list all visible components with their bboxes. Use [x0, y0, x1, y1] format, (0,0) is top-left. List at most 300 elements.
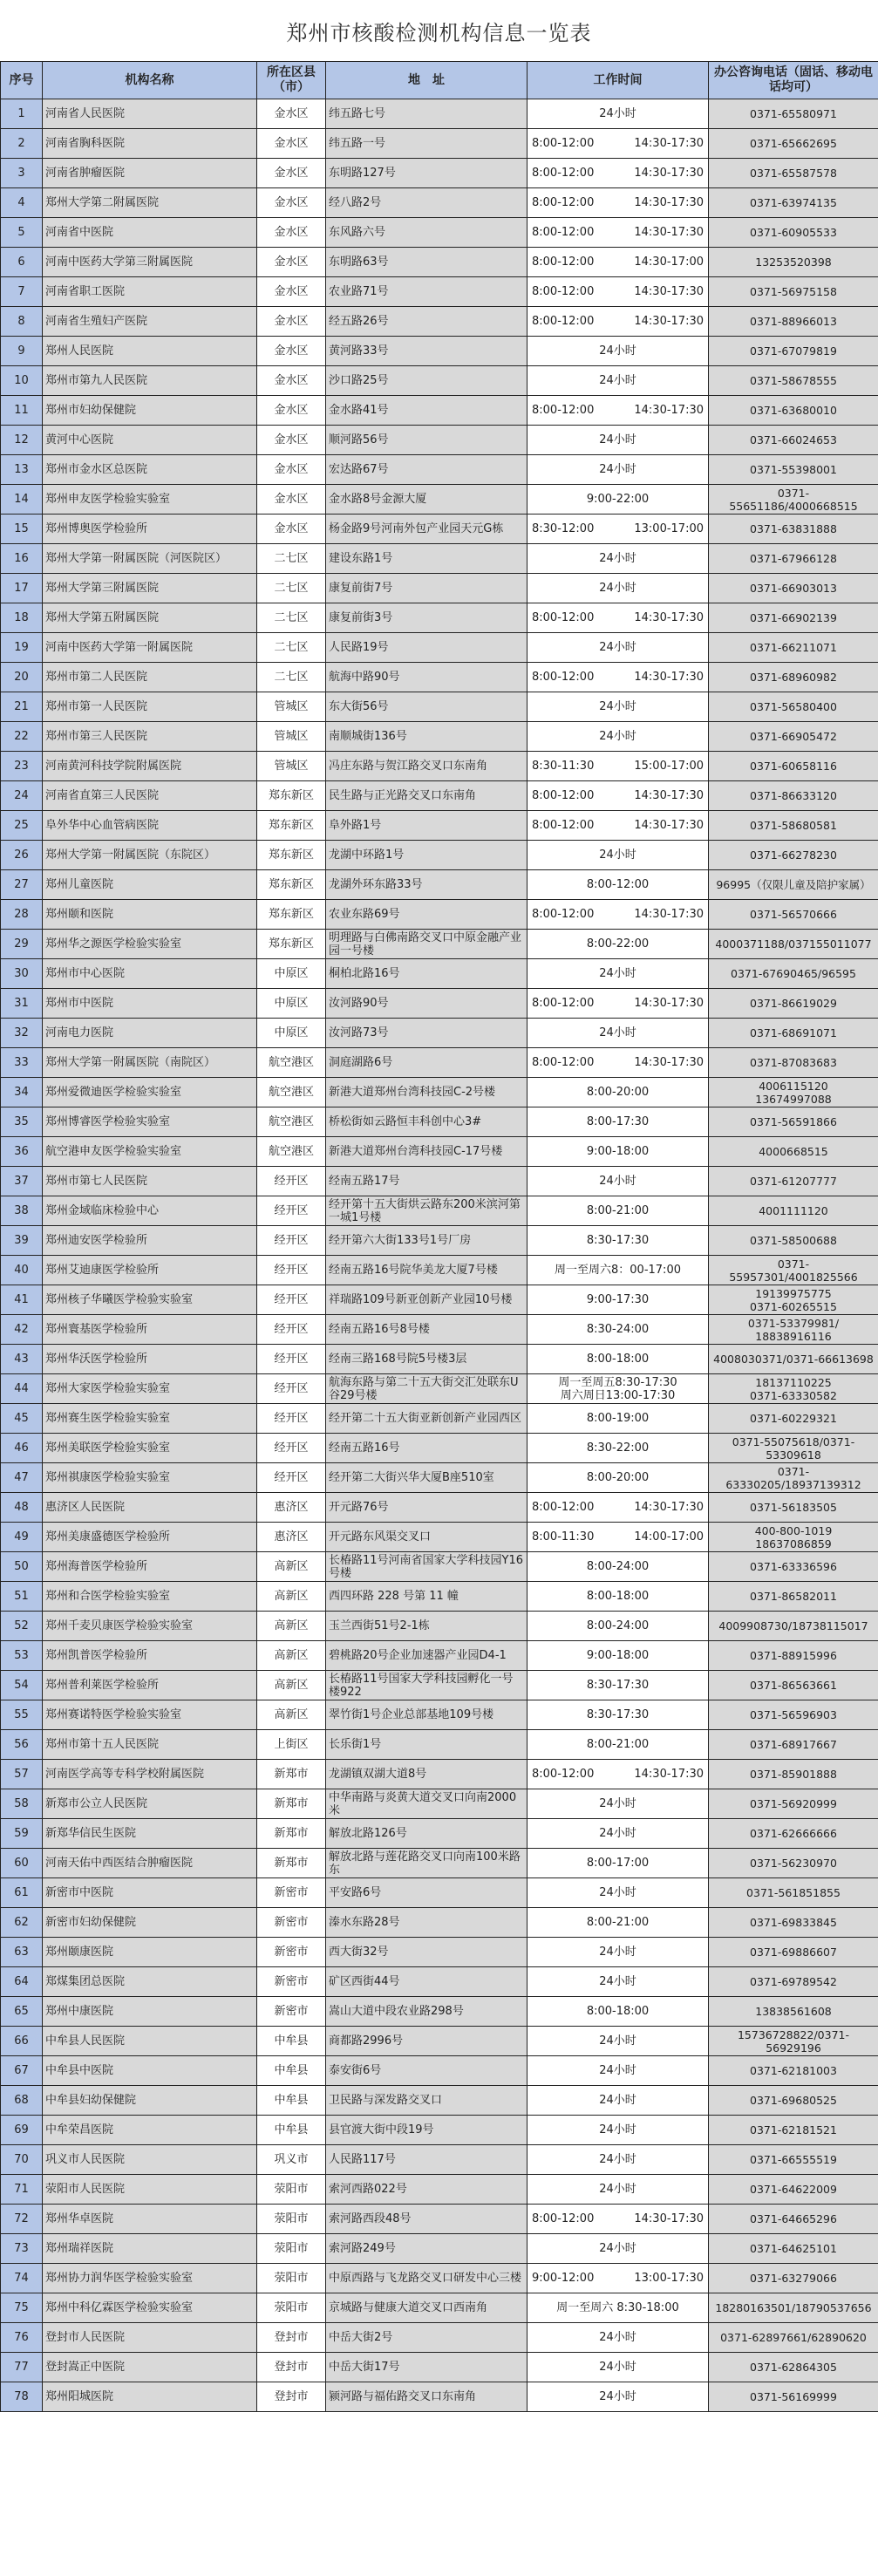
- row-seq-cell: 3: [1, 159, 43, 188]
- phone-cell: 0371-58678555: [709, 366, 878, 396]
- district-cell: 管城区: [257, 692, 326, 722]
- row-seq-cell: 24: [1, 781, 43, 811]
- district-cell: 经开区: [257, 1374, 326, 1404]
- institution-name-cell: 郑州艾迪康医学检验所: [43, 1256, 257, 1285]
- phone-cell: 0371- 55651186/4000668515: [709, 485, 878, 515]
- working-hours-cell: 8:00-20:00: [527, 1463, 709, 1493]
- institution-name-cell: 河南省生殖妇产医院: [43, 307, 257, 337]
- afternoon-hours: 14:30-17:30: [634, 285, 704, 298]
- phone-cell: 0371-62864305: [709, 2353, 878, 2382]
- address-cell: 人民路117号: [326, 2145, 527, 2175]
- address-cell: 西大街32号: [326, 1938, 527, 1967]
- phone-cell: 13838561608: [709, 1997, 878, 2027]
- table-row: [1, 277, 878, 307]
- phone-cell: 0371-66902139: [709, 603, 878, 633]
- morning-hours: 8:00-11:30: [532, 1530, 595, 1544]
- row-seq-cell: 57: [1, 1760, 43, 1789]
- working-hours-cell: 9:00-18:00: [527, 1137, 709, 1167]
- row-seq-cell: 32: [1, 1019, 43, 1048]
- morning-hours: 8:00-12:00: [532, 315, 595, 328]
- address-cell: 新港大道郑州台湾科技园C-17号楼: [326, 1137, 527, 1167]
- row-seq-cell: 28: [1, 900, 43, 930]
- working-hours-cell: 9:00-22:00: [527, 485, 709, 515]
- table-row: [1, 841, 878, 870]
- district-cell: 经开区: [257, 1226, 326, 1256]
- institution-name-cell: 郑州瑞祥医院: [43, 2234, 257, 2264]
- institution-name-cell: 郑州市金水区总医院: [43, 455, 257, 485]
- address-cell: 民生路与正光路交叉口东南角: [326, 781, 527, 811]
- institution-name-cell: 郑州博奥医学检验所: [43, 515, 257, 544]
- row-seq-cell: 68: [1, 2086, 43, 2116]
- table-row: [1, 633, 878, 663]
- row-seq-cell: 76: [1, 2323, 43, 2353]
- table-row: [1, 1019, 878, 1048]
- working-hours-cell: [527, 989, 709, 1019]
- district-cell: 新郑市: [257, 1760, 326, 1789]
- row-seq-cell: 36: [1, 1137, 43, 1167]
- phone-cell: 0371-61207777: [709, 1167, 878, 1196]
- institution-name-cell: 郑州市中心医院: [43, 959, 257, 989]
- working-hours-cell: [527, 188, 709, 218]
- address-cell: 金水路8号金源大厦: [326, 485, 527, 515]
- address-cell: 开元路东风渠交叉口: [326, 1523, 527, 1552]
- working-hours-cell: 24小时: [527, 692, 709, 722]
- phone-cell: 0371-64625101: [709, 2234, 878, 2264]
- district-cell: 金水区: [257, 159, 326, 188]
- institution-name-cell: 郑州大学第五附属医院: [43, 603, 257, 633]
- row-seq-cell: 65: [1, 1997, 43, 2027]
- table-row: [1, 1107, 878, 1137]
- table-row: [1, 2086, 878, 2116]
- working-hours-cell: 8:30-22:00: [527, 1434, 709, 1463]
- institution-name-cell: 郑州核子华曦医学检验实验室: [43, 1285, 257, 1315]
- working-hours-cell: [527, 129, 709, 159]
- phone-cell: 4008030371/0371-66613698: [709, 1345, 878, 1374]
- address-cell: 中华南路与炎黄大道交叉口向南2000米: [326, 1789, 527, 1819]
- institution-name-cell: 中牟县人民医院: [43, 2027, 257, 2056]
- district-cell: 郑东新区: [257, 930, 326, 959]
- district-cell: 金水区: [257, 307, 326, 337]
- phone-cell: 0371-66211071: [709, 633, 878, 663]
- phone-cell: 0371-65662695: [709, 129, 878, 159]
- phone-cell: 0371-88915996: [709, 1641, 878, 1671]
- working-hours-cell: [527, 277, 709, 307]
- district-cell: 经开区: [257, 1434, 326, 1463]
- district-cell: 航空港区: [257, 1137, 326, 1167]
- row-seq-cell: 18: [1, 603, 43, 633]
- address-cell: 龙湖外环东路33号: [326, 870, 527, 900]
- institution-name-cell: 阜外华中心血管病医院: [43, 811, 257, 841]
- row-seq-cell: 15: [1, 515, 43, 544]
- phone-cell: 4000371188/037155011077: [709, 930, 878, 959]
- district-cell: 金水区: [257, 337, 326, 366]
- institution-name-cell: 郑州市第七人民医院: [43, 1167, 257, 1196]
- institution-name-cell: 郑州千麦贝康医学检验实验室: [43, 1612, 257, 1641]
- institution-name-cell: 郑州市第二人民医院: [43, 663, 257, 692]
- table-row: [1, 1730, 878, 1760]
- working-hours-cell: 24小时: [527, 2175, 709, 2205]
- row-seq-cell: 41: [1, 1285, 43, 1315]
- working-hours-cell: [527, 1760, 709, 1789]
- institution-name-cell: 郑煤集团总医院: [43, 1967, 257, 1997]
- table-row: [1, 455, 878, 485]
- working-hours-cell: 24小时: [527, 959, 709, 989]
- institution-name-cell: 郑州大学第三附属医院: [43, 574, 257, 603]
- institution-name-cell: 郑州市中医院: [43, 989, 257, 1019]
- row-seq-cell: 58: [1, 1789, 43, 1819]
- address-cell: 明理路与白佛南路交叉口中原金融产业园一号楼: [326, 930, 527, 959]
- phone-cell: 0371-86619029: [709, 989, 878, 1019]
- working-hours-cell: 24小时: [527, 722, 709, 752]
- working-hours-cell: 24小时: [527, 2234, 709, 2264]
- row-seq-cell: 49: [1, 1523, 43, 1552]
- table-row: [1, 1137, 878, 1167]
- phone-cell: 4001111120: [709, 1196, 878, 1226]
- district-cell: 郑东新区: [257, 841, 326, 870]
- header-address: 地 址: [326, 62, 527, 99]
- morning-hours: 9:00-12:00: [532, 2272, 595, 2285]
- table-row: [1, 1908, 878, 1938]
- working-hours-cell: 24小时: [527, 1789, 709, 1819]
- row-seq-cell: 20: [1, 663, 43, 692]
- table-row: [1, 1760, 878, 1789]
- row-seq-cell: 77: [1, 2353, 43, 2382]
- district-cell: 中原区: [257, 1019, 326, 1048]
- institution-name-cell: 郑州博睿医学检验实验室: [43, 1107, 257, 1137]
- morning-hours: 8:00-12:00: [532, 908, 595, 921]
- working-hours-cell: 24小时: [527, 366, 709, 396]
- phone-cell: 0371-85901888: [709, 1760, 878, 1789]
- working-hours-cell: 8:00-21:00: [527, 1908, 709, 1938]
- district-cell: 二七区: [257, 633, 326, 663]
- afternoon-hours: 14:00-17:00: [634, 1530, 704, 1544]
- address-cell: 嵩山大道中段农业路298号: [326, 1997, 527, 2027]
- address-cell: 经五路26号: [326, 307, 527, 337]
- phone-cell: 18280163501/18790537656: [709, 2293, 878, 2323]
- row-seq-cell: 11: [1, 396, 43, 426]
- table-row: [1, 1641, 878, 1671]
- table-row: [1, 1552, 878, 1582]
- morning-hours: 8:00-12:00: [532, 196, 595, 209]
- district-cell: 登封市: [257, 2382, 326, 2412]
- row-seq-cell: 5: [1, 218, 43, 248]
- row-seq-cell: 33: [1, 1048, 43, 1078]
- row-seq-cell: 43: [1, 1345, 43, 1374]
- table-row: [1, 2175, 878, 2205]
- address-cell: 桥松街如云路恒丰科创中心3#: [326, 1107, 527, 1137]
- table-row: [1, 1315, 878, 1345]
- table-row: [1, 1582, 878, 1612]
- row-seq-cell: 30: [1, 959, 43, 989]
- institution-name-cell: 新郑华信民生医院: [43, 1819, 257, 1849]
- working-hours-cell: 24小时: [527, 2086, 709, 2116]
- address-cell: 翠竹街1号企业总部基地109号楼: [326, 1700, 527, 1730]
- header-institution-name: 机构名称: [43, 62, 257, 99]
- institution-name-cell: 郑州大学第一附属医院（南院区）: [43, 1048, 257, 1078]
- phone-cell: 4000668515: [709, 1137, 878, 1167]
- table-row: [1, 1463, 878, 1493]
- working-hours-cell: [527, 307, 709, 337]
- row-seq-cell: 34: [1, 1078, 43, 1107]
- district-cell: 经开区: [257, 1404, 326, 1434]
- row-seq-cell: 51: [1, 1582, 43, 1612]
- working-hours-cell: 8:30-24:00: [527, 1315, 709, 1345]
- district-cell: 郑东新区: [257, 900, 326, 930]
- table-row: [1, 159, 878, 188]
- working-hours-cell: 24小时: [527, 1938, 709, 1967]
- row-seq-cell: 70: [1, 2145, 43, 2175]
- working-hours-cell: [527, 781, 709, 811]
- table-row: [1, 99, 878, 129]
- working-hours-cell: [527, 1048, 709, 1078]
- table-row: [1, 1374, 878, 1404]
- institution-name-cell: 郑州大学第一附属医院（河医院区）: [43, 544, 257, 574]
- institution-name-cell: 郑州市第九人民医院: [43, 366, 257, 396]
- table-row: [1, 1167, 878, 1196]
- institution-name-cell: 郑州美联医学检验实验室: [43, 1434, 257, 1463]
- phone-cell: 0371-67690465/96595: [709, 959, 878, 989]
- phone-cell: 0371-62666666: [709, 1819, 878, 1849]
- afternoon-hours: 14:30-17:30: [634, 819, 704, 832]
- table-row: [1, 218, 878, 248]
- phone-cell: 18137110225 0371-63330582: [709, 1374, 878, 1404]
- phone-cell: 0371-69789542: [709, 1967, 878, 1997]
- working-hours-cell: 8:00-17:30: [527, 1107, 709, 1137]
- table-row: [1, 870, 878, 900]
- phone-cell: 0371-60905533: [709, 218, 878, 248]
- institution-name-cell: 郑州美康盛德医学检验所: [43, 1523, 257, 1552]
- phone-cell: 13253520398: [709, 248, 878, 277]
- address-cell: 索河路西段48号: [326, 2205, 527, 2234]
- district-cell: 上街区: [257, 1730, 326, 1760]
- working-hours-cell: 24小时: [527, 2323, 709, 2353]
- table-row: [1, 426, 878, 455]
- district-cell: 高新区: [257, 1612, 326, 1641]
- row-seq-cell: 25: [1, 811, 43, 841]
- institution-name-cell: 河南黄河科技学院附属医院: [43, 752, 257, 781]
- row-seq-cell: 56: [1, 1730, 43, 1760]
- district-cell: 二七区: [257, 574, 326, 603]
- address-cell: 中岳大街17号: [326, 2353, 527, 2382]
- afternoon-hours: 14:30-17:30: [634, 1768, 704, 1781]
- district-cell: 金水区: [257, 396, 326, 426]
- address-cell: 经八路2号: [326, 188, 527, 218]
- address-cell: 纬五路一号: [326, 129, 527, 159]
- row-seq-cell: 62: [1, 1908, 43, 1938]
- phone-cell: 0371-561851855: [709, 1878, 878, 1908]
- district-cell: 经开区: [257, 1285, 326, 1315]
- table-row: [1, 1612, 878, 1641]
- institution-name-cell: 河南省胸科医院: [43, 129, 257, 159]
- address-cell: 矿区西街44号: [326, 1967, 527, 1997]
- institution-name-cell: 河南省人民医院: [43, 99, 257, 129]
- institution-name-cell: 郑州阳城医院: [43, 2382, 257, 2412]
- district-cell: 新密市: [257, 1967, 326, 1997]
- row-seq-cell: 29: [1, 930, 43, 959]
- phone-cell: 0371-56570666: [709, 900, 878, 930]
- district-cell: 金水区: [257, 129, 326, 159]
- institution-name-cell: 中牟县中医院: [43, 2056, 257, 2086]
- institution-name-cell: 郑州祺康医学检验实验室: [43, 1463, 257, 1493]
- phone-cell: 0371-68917667: [709, 1730, 878, 1760]
- working-hours-cell: [527, 396, 709, 426]
- working-hours-cell: [527, 811, 709, 841]
- working-hours-cell: 8:00-12:00: [527, 870, 709, 900]
- institution-name-cell: 郑州市第三人民医院: [43, 722, 257, 752]
- working-hours-cell: 24小时: [527, 2145, 709, 2175]
- phone-cell: 0371- 55957301/4001825566: [709, 1256, 878, 1285]
- address-cell: 玉兰西街51号2-1栋: [326, 1612, 527, 1641]
- afternoon-hours: 14:30-17:30: [634, 908, 704, 921]
- phone-cell: 0371-63680010: [709, 396, 878, 426]
- working-hours-cell: 24小时: [527, 544, 709, 574]
- table-row: [1, 1700, 878, 1730]
- institution-name-cell: 河南电力医院: [43, 1019, 257, 1048]
- table-row: [1, 2205, 878, 2234]
- district-cell: 经开区: [257, 1315, 326, 1345]
- address-cell: 汝河路73号: [326, 1019, 527, 1048]
- working-hours-cell: [527, 663, 709, 692]
- institution-name-cell: 新密市妇幼保健院: [43, 1908, 257, 1938]
- phone-cell: 400-800-1019 18637086859: [709, 1523, 878, 1552]
- row-seq-cell: 60: [1, 1849, 43, 1878]
- row-seq-cell: 8: [1, 307, 43, 337]
- phone-cell: 19139975775 0371-60265515: [709, 1285, 878, 1315]
- institution-name-cell: 郑州市妇幼保健院: [43, 396, 257, 426]
- phone-cell: 0371-56975158: [709, 277, 878, 307]
- row-seq-cell: 31: [1, 989, 43, 1019]
- row-seq-cell: 53: [1, 1641, 43, 1671]
- address-cell: 县官渡大街中段19号: [326, 2116, 527, 2145]
- table-row: [1, 2293, 878, 2323]
- row-seq-cell: 61: [1, 1878, 43, 1908]
- address-cell: 祥瑞路109号新亚创新产业园10号楼: [326, 1285, 527, 1315]
- phone-cell: 0371-69680525: [709, 2086, 878, 2116]
- phone-cell: 0371-67966128: [709, 544, 878, 574]
- morning-hours: 8:00-12:00: [532, 226, 595, 239]
- afternoon-hours: 14:30-17:30: [634, 2212, 704, 2225]
- address-cell: 金水路41号: [326, 396, 527, 426]
- table-row: [1, 1997, 878, 2027]
- institution-name-cell: 郑州华之源医学检验实验室: [43, 930, 257, 959]
- table-row: [1, 485, 878, 515]
- phone-cell: 0371-63974135: [709, 188, 878, 218]
- phone-cell: 0371-58500688: [709, 1226, 878, 1256]
- district-cell: 金水区: [257, 277, 326, 307]
- working-hours-cell: 8:00-19:00: [527, 1404, 709, 1434]
- working-hours-cell: 9:00-18:00: [527, 1641, 709, 1671]
- phone-cell: 0371-62181003: [709, 2056, 878, 2086]
- phone-cell: 0371-87083683: [709, 1048, 878, 1078]
- district-cell: 郑东新区: [257, 811, 326, 841]
- table-row: [1, 2382, 878, 2412]
- phone-cell: 0371-63336596: [709, 1552, 878, 1582]
- phone-cell: 0371-88966013: [709, 307, 878, 337]
- institution-name-cell: 郑州赛诺特医学检验实验室: [43, 1700, 257, 1730]
- table-row: [1, 2116, 878, 2145]
- institution-name-cell: 郑州儿童医院: [43, 870, 257, 900]
- working-hours-cell: [527, 248, 709, 277]
- working-hours-cell: 24小时: [527, 1019, 709, 1048]
- table-row: [1, 1256, 878, 1285]
- working-hours-cell: [527, 159, 709, 188]
- district-cell: 中牟县: [257, 2027, 326, 2056]
- institution-name-cell: 河南省直第三人民医院: [43, 781, 257, 811]
- address-cell: 东明路63号: [326, 248, 527, 277]
- morning-hours: 8:30-11:30: [532, 760, 595, 773]
- table-row: [1, 811, 878, 841]
- table-row: [1, 989, 878, 1019]
- district-cell: 二七区: [257, 603, 326, 633]
- address-cell: 经南五路16号8号楼: [326, 1315, 527, 1345]
- table-row: [1, 722, 878, 752]
- address-cell: 龙湖镇双湖大道8号: [326, 1760, 527, 1789]
- address-cell: 经南五路16号院华美龙大厦7号楼: [326, 1256, 527, 1285]
- morning-hours: 8:00-12:00: [532, 997, 595, 1010]
- working-hours-cell: [527, 515, 709, 544]
- table-row: [1, 307, 878, 337]
- district-cell: 荥阳市: [257, 2293, 326, 2323]
- working-hours-cell: [527, 900, 709, 930]
- address-cell: 经开第二大街兴华大厦B座510室: [326, 1463, 527, 1493]
- institution-name-cell: 郑州大学第一附属医院（东院区）: [43, 841, 257, 870]
- institution-name-cell: 郑州金域临床检验中心: [43, 1196, 257, 1226]
- address-cell: 沙口路25号: [326, 366, 527, 396]
- district-cell: 新密市: [257, 1878, 326, 1908]
- address-cell: 解放北路与莲花路交叉口向南100米路东: [326, 1849, 527, 1878]
- phone-cell: 0371-56591866: [709, 1107, 878, 1137]
- row-seq-cell: 55: [1, 1700, 43, 1730]
- address-cell: 南顺城街136号: [326, 722, 527, 752]
- institution-name-cell: 郑州和合医学检验实验室: [43, 1582, 257, 1612]
- row-seq-cell: 72: [1, 2205, 43, 2234]
- working-hours-cell: 8:00-24:00: [527, 1612, 709, 1641]
- table-row: [1, 574, 878, 603]
- working-hours-cell: 24小时: [527, 1167, 709, 1196]
- institution-name-cell: 河南省中医院: [43, 218, 257, 248]
- phone-cell: 0371-86582011: [709, 1582, 878, 1612]
- afternoon-hours: 14:30-17:30: [634, 404, 704, 417]
- district-cell: 荥阳市: [257, 2205, 326, 2234]
- district-cell: 惠济区: [257, 1493, 326, 1523]
- row-seq-cell: 71: [1, 2175, 43, 2205]
- afternoon-hours: 14:30-17:30: [634, 789, 704, 802]
- institution-name-cell: 郑州华沃医学检验所: [43, 1345, 257, 1374]
- row-seq-cell: 52: [1, 1612, 43, 1641]
- district-cell: 高新区: [257, 1641, 326, 1671]
- morning-hours: 8:00-12:00: [532, 167, 595, 180]
- phone-cell: 0371- 63330205/18937139312: [709, 1463, 878, 1493]
- district-cell: 中牟县: [257, 2056, 326, 2086]
- district-cell: 登封市: [257, 2323, 326, 2353]
- institution-name-cell: 河南天佑中西医结合肿瘤医院: [43, 1849, 257, 1878]
- working-hours-cell: [527, 2264, 709, 2293]
- working-hours-cell: 周一至周五8:30-17:30 周六周日13:00-17:30: [527, 1374, 709, 1404]
- district-cell: 高新区: [257, 1700, 326, 1730]
- working-hours-cell: 24小时: [527, 1878, 709, 1908]
- institution-name-cell: 郑州海普医学检验所: [43, 1552, 257, 1582]
- institution-name-cell: 郑州颐康医院: [43, 1938, 257, 1967]
- table-row: [1, 1196, 878, 1226]
- address-cell: 航海中路90号: [326, 663, 527, 692]
- address-cell: 商都路2996号: [326, 2027, 527, 2056]
- address-cell: 中岳大街2号: [326, 2323, 527, 2353]
- row-seq-cell: 2: [1, 129, 43, 159]
- row-seq-cell: 69: [1, 2116, 43, 2145]
- district-cell: 金水区: [257, 455, 326, 485]
- phone-cell: 0371-56920999: [709, 1789, 878, 1819]
- table-row: [1, 692, 878, 722]
